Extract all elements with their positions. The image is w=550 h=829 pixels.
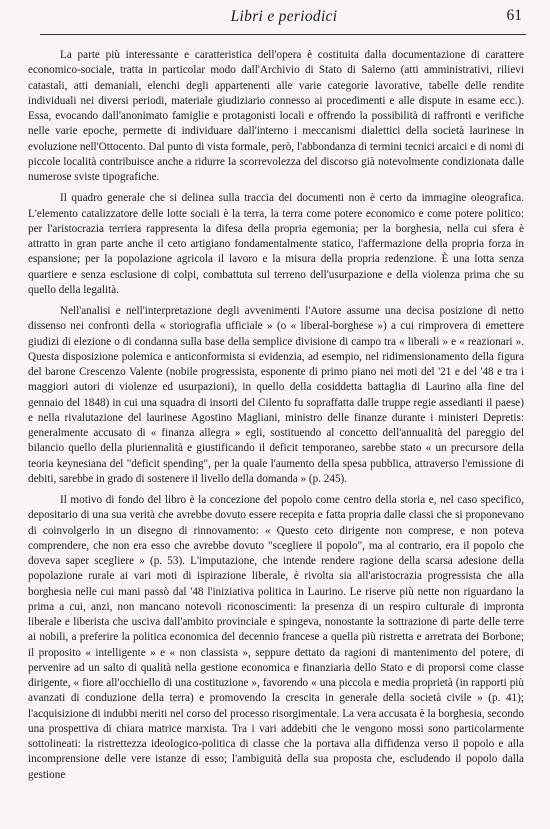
header-rule <box>40 34 526 35</box>
page-header <box>40 6 528 32</box>
body-text <box>28 48 524 789</box>
paragraph: La parte più interessante e caratteristica dell'opera è costituita dalla documentazione di carattere economico-sociale, tratta in particolar modo dall'Archivio di Stato di Salerno (atti amministrativi, rilievi catastali, atti demaniali, elenchi degli appartenenti alle varie categorie lavorative, tabelle delle rendite individuali nei diversi periodi, materiale giudiziario connesso ai procedimenti e alle dispute in esame ecc.). Essa, evocando dall'anonimato famiglie e protagonisti locali e offrendo la possibilità di raffronti e verifiche nelle varie epoche, permette di individuare dall'interno i meccanismi dialettici della società laurinese in evoluzione nell'Ottocento. Dal punto di vista formale, però, l'abbondanza di termini tecnici arcaici e di nomi di piccole località contribuisce anche a ridurre la scorrevolezza del discorso già notevolmente condizionata dalle numerose sviste tipografiche. <box>28 49 524 183</box>
paragraph: Nell'analisi e nell'interpretazione degli avvenimenti l'Autore assume una decisa posizione di netto dissenso nei confronti della « storiografia ufficiale » (o « liberal-borghese ») a cui rimprovera di emettere giudizi di elezione o di condanna sulla base della semplice divisione di campo tra « liberali » e « reazionari ». Questa disposizione polemica e anticonformista si evidenzia, ad esempio, nel ridimensionamento della figura del barone Crescenzo Valente (nobile progressista, esponente di primo piano nei moti del '21 e del '48 e tra i maggiori autori di violenze ed usurpazioni), in quello della cosiddetta battaglia di Laurino alla fine del gennaio del 1848) in cui una squadra di insorti del Cilento fu sopraffatta dalle truppe regie assedianti il paese) e nella rivalutazione del laurinese Agostino Magliani, ministro delle finanze durante i ministeri Depretis: generalmente accusato di « finanza allegra » egli, sostituendo al concetto dell'annualità del pareggio del bilancio quello della pluriennalità e giustificando il deficit temporaneo, sarebbe stato « un precursore della teoria keynesiana del "deficit spending", per la quale l'aumento della spesa pubblica, attraverso l'emissione di debiti, sarebbe in grado di sostenere il livello della domanda » (p. 245). <box>28 305 524 485</box>
page-number: 61 <box>506 7 522 24</box>
running-title: Libri e periodici <box>230 8 338 25</box>
paragraph: Il quadro generale che si delinea sulla traccia dei documenti non è certo da immagine oleografica. L'elemento catalizzatore delle lotte sociali è la terra, la terra come potere economico e come potere politico: per l'aristocrazia terriera rappresenta la difesa della propria egemonia; per la borghesia, nella cui sfera è attratto in gran parte anche il ceto artigiano fondamentalmente statico, l'affermazione della propria forza in espansione; per la popolazione agricola il lavoro e la misura della propria redenzione. È una lotta senza quartiere e senza esclusione di colpi, combattuta sul terreno dell'usurpazione e della violenza prima che su quello della legalità. <box>28 192 524 296</box>
paragraph: Il motivo di fondo del libro è la concezione del popolo come centro della storia e, nel caso specifico, depositario di una sua verità che avrebbe dovuto essere recepita e fatta propria dalle classi che si proponevano di coinvolgerlo in un disegno di rinnovamento: « Questo ceto dirigente non comprese, e non poteva comprendere, che non era esso che avrebbe dovuto "scegliere il popolo", ma al contrario, era il popolo che doveva saper scegliere » (p. 53). L'imputazione, che intende rendere ragione della scarsa adesione della popolazione rurale ai vari moti di ispirazione liberale, è rivolta sia all'aristocrazia progressista che alla borghesia nelle cui mani passò dal '48 l'iniziativa politica in Laurino. Le riserve più nette non riguardano la prima a cui, anzi, non mancano notevoli riconoscimenti: la presenza di un respiro culturale di impronta liberale e liberista che usciva dall'ambito provinciale e spingeva, nonostante la sottrazione di parte delle terre ai nobili, a preferire la politica economica del decennio francese a quella più ristretta e arretrata dei Borbone; il proposito « intelligente » e « non classista », seppure dettato da ragioni di mantenimento del potere, di pervenire ad un salto di qualità nella gestione economica e finanziaria dello Stato e di proporsi come classe dirigente, « fiore all'occhiello di una costituzione », favorendo « una piccola e media proprietà (in rapporti più avanzati di conduzione della terra) e promovendo la crescita in generale della società civile » (p. 41); l'acquisizione di indubbi meriti nel corso del processo risorgimentale. La vera accusata è la borghesia, secondo una prospettiva di chiara matrice marxista. Tra i vari addebiti che le vengono mossi sono particolarmente sottolineati: la ristrettezza ideologico-politica di classe che la portava alla diffidenza verso il popolo e alla incomprensione delle vere istanze di esso; l'ambiguità della sua proposta che, escludendo il popolo dalla gestione <box>28 494 524 781</box>
